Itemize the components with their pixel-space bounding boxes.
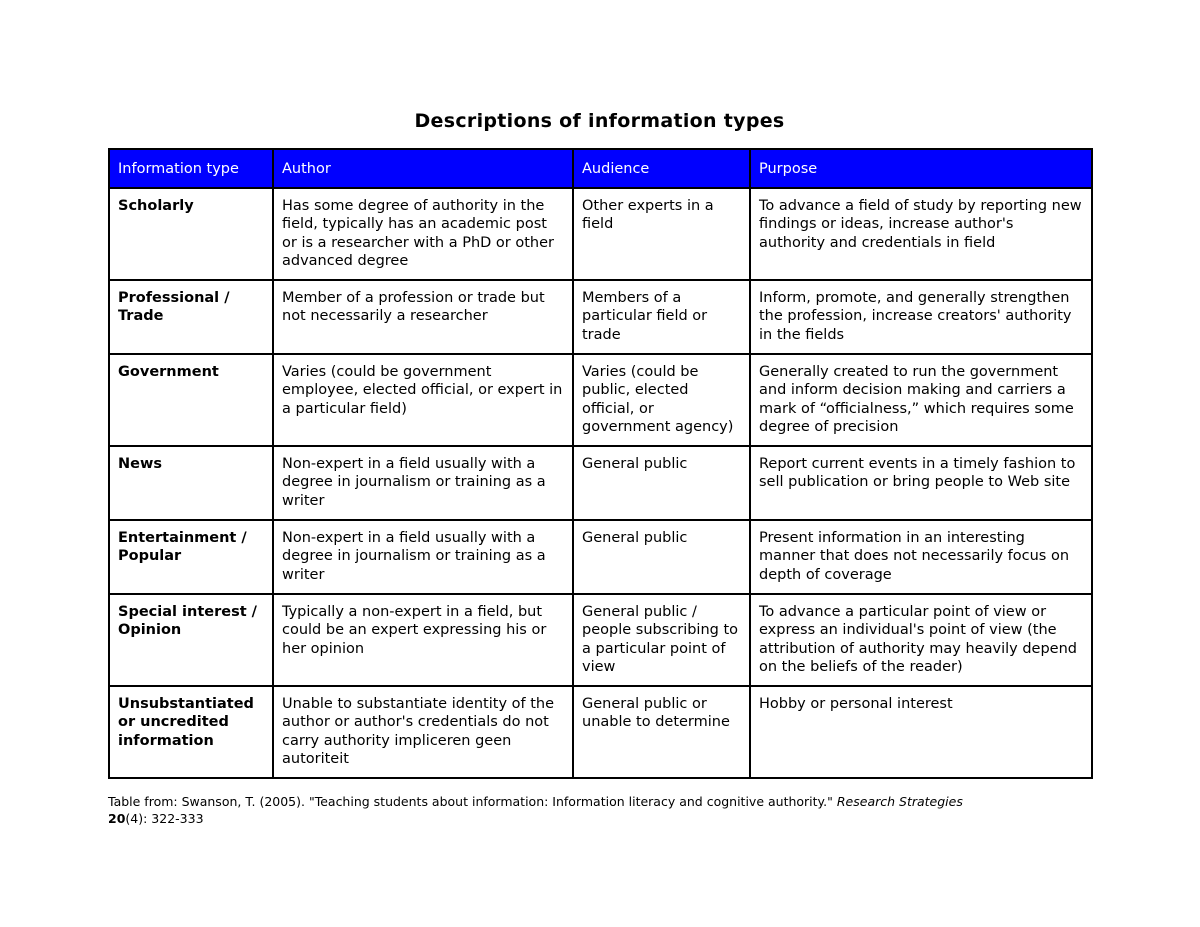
cell-information-type: Special interest / Opinion (109, 594, 273, 686)
cell-author: Non-expert in a field usually with a degree in journalism or training as a writer (273, 446, 573, 520)
cell-audience: General public or unable to determine (573, 686, 750, 778)
table-header-row (109, 149, 1092, 188)
cell-purpose: Present information in an interesting manner that does not necessarily focus on depth of coverage (750, 520, 1092, 594)
table-row (109, 188, 1092, 280)
table-row (109, 446, 1092, 520)
citation-text: Table from: Swanson, T. (2005). "Teaching students about information: Information literacy and cognitive authority." (108, 794, 837, 809)
cell-audience: Varies (could be public, elected official, or government agency) (573, 354, 750, 446)
citation-journal: Research Strategies (836, 794, 963, 809)
table-row (109, 280, 1092, 354)
cell-purpose: Inform, promote, and generally strengthen the profession, increase creators' authority in the fields (750, 280, 1092, 354)
header-audience: Audience (573, 149, 750, 188)
cell-information-type: Professional / Trade (109, 280, 273, 354)
cell-information-type: Unsubstantiated or uncredited information (109, 686, 273, 778)
cell-information-type: Government (109, 354, 273, 446)
cell-audience: General public (573, 520, 750, 594)
cell-audience: Members of a particular field or trade (573, 280, 750, 354)
cell-audience: Other experts in a field (573, 188, 750, 280)
cell-author: Non-expert in a field usually with a degree in journalism or training as a writer (273, 520, 573, 594)
table-source-citation (108, 794, 1098, 827)
cell-information-type: Entertainment / Popular (109, 520, 273, 594)
cell-information-type: News (109, 446, 273, 520)
cell-information-type: Scholarly (109, 188, 273, 280)
cell-purpose: Hobby or personal interest (750, 686, 1092, 778)
information-types-table (108, 148, 1093, 779)
header-author: Author (273, 149, 573, 188)
document-title: Descriptions of information types (414, 110, 785, 132)
cell-purpose: Report current events in a timely fashion to sell publication or bring people to Web site (750, 446, 1092, 520)
citation-volume: 20 (108, 810, 126, 826)
cell-author: Typically a non-expert in a field, but could be an expert expressing his or her opinion (273, 594, 573, 686)
cell-purpose: Generally created to run the government and inform decision making and carriers a mark of “officialness,” which requires some degree of precision (750, 354, 1092, 446)
cell-audience: General public (573, 446, 750, 520)
cell-author: Unable to substantiate identity of the author or author's credentials do not carry authority impliceren geen autoriteit (273, 686, 573, 778)
table-row (109, 686, 1092, 778)
cell-author: Member of a profession or trade but not necessarily a researcher (273, 280, 573, 354)
citation-pages: (4): 322-333 (125, 810, 204, 826)
cell-purpose: To advance a particular point of view or express an individual's point of view (the attribution of authority may heavily depend on the beliefs of the reader) (750, 594, 1092, 686)
table-row (109, 594, 1092, 686)
cell-purpose: To advance a field of study by reporting new findings or ideas, increase author's authority and credentials in field (750, 188, 1092, 280)
header-information-type: Information type (109, 149, 273, 188)
table-row (109, 520, 1092, 594)
cell-audience: General public / people subscribing to a particular point of view (573, 594, 750, 686)
table-row (109, 354, 1092, 446)
cell-author: Has some degree of authority in the field, typically has an academic post or is a researcher with a PhD or other advanced degree (273, 188, 573, 280)
cell-author: Varies (could be government employee, elected official, or expert in a particular field) (273, 354, 573, 446)
header-purpose: Purpose (750, 149, 1092, 188)
